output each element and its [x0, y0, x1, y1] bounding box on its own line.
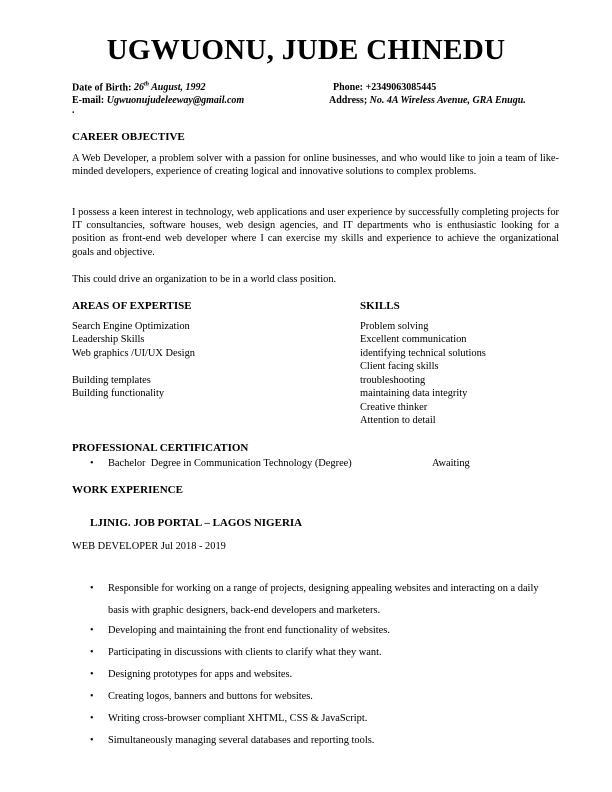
- certification-item: Bachelor Degree in Communication Technology (Degree): [108, 458, 352, 469]
- address-label: Address;: [329, 95, 368, 106]
- objective-paragraph-1: A Web Developer, a problem solver with a passion for online businesses, and who would like to join a team of like-minded developers, experience of creating logical and innovative solutions to complex problems.: [72, 153, 559, 178]
- address: [329, 95, 526, 106]
- bullet-icon: •: [90, 735, 94, 746]
- skill-item: identifying technical solutions: [360, 348, 486, 359]
- skills-heading: SKILLS: [360, 300, 400, 312]
- skill-item: troubleshooting: [360, 375, 426, 386]
- bullet-icon: •: [90, 713, 94, 724]
- certification-status: Awaiting: [432, 458, 470, 469]
- duty-item: Responsible for working on a range of projects, designing appealing websites and interacting on a daily basis with graphic designers, back-end developers and marketers.: [108, 583, 539, 616]
- bullet-icon: •: [90, 583, 94, 594]
- work-experience-heading: WORK EXPERIENCE: [72, 484, 183, 496]
- duty-item: Writing cross-browser compliant XHTML, CSS & JavaScript.: [108, 713, 368, 724]
- expertise-item: Search Engine Optimization: [72, 321, 190, 332]
- duty-item: Participating in discussions with clients to clarify what they want.: [108, 647, 382, 658]
- email: [72, 95, 244, 106]
- resume-name: UGWUONU, JUDE CHINEDU: [106, 34, 506, 66]
- skill-item: Attention to detail: [360, 415, 436, 426]
- skill-item: maintaining data integrity: [360, 388, 468, 399]
- expertise-item: Building templates: [72, 375, 151, 386]
- certification-heading: PROFESSIONAL CERTIFICATION: [72, 442, 249, 454]
- dob-rest: August, 1992: [151, 82, 206, 94]
- expertise-item: Building functionality: [72, 388, 165, 399]
- duty-item: Developing and maintaining the front end functionality of websites.: [108, 625, 390, 636]
- duty-item: Creating logos, banners and buttons for websites.: [108, 691, 313, 702]
- phone-value: +2349063085445: [365, 82, 437, 93]
- job-role: WEB DEVELOPER Jul 2018 - 2019: [72, 541, 226, 552]
- expertise-heading: AREAS OF EXPERTISE: [72, 300, 192, 312]
- skill-item: Problem solving: [360, 321, 429, 332]
- expertise-item: Leadership Skills: [72, 334, 145, 345]
- company-name: LJINIG. JOB PORTAL – LAGOS NIGERIA: [90, 517, 303, 529]
- phone-label: Phone:: [333, 82, 363, 93]
- bullet-icon: •: [90, 625, 94, 636]
- objective-paragraph-3: This could drive an organization to be in a world class position.: [72, 274, 337, 285]
- stray-dot: .: [72, 105, 75, 116]
- skill-item: Creative thinker: [360, 402, 428, 413]
- dob-suffix: th: [143, 82, 149, 88]
- email-label: E-mail:: [72, 95, 105, 106]
- bullet-icon: •: [90, 647, 94, 658]
- dob-day: 26: [133, 82, 144, 94]
- email-value: Ugwuonujudeleeway@gmail.com: [106, 95, 245, 106]
- expertise-item: Web graphics /UI/UX Design: [72, 348, 195, 359]
- duty-item: Simultaneously managing several databases and reporting tools.: [108, 735, 375, 746]
- bullet-icon: •: [90, 669, 94, 680]
- skill-item: Client facing skills: [360, 361, 439, 372]
- career-objective-heading: CAREER OBJECTIVE: [72, 131, 185, 143]
- dob-label: Date of Birth:: [72, 82, 132, 94]
- objective-paragraph-2: I possess a keen interest in technology, web applications and user experience by successfully completing projects for IT consultancies, software houses, web design agencies, and IT departments who is enthusiastic looking for a position as front-end web developer where I can exercise my skills and experience to achieve the organizational goals and objective.: [72, 207, 559, 258]
- skill-item: Excellent communication: [360, 334, 467, 345]
- address-value: No. 4A Wireless Avenue, GRA Enugu.: [369, 95, 526, 106]
- bullet-icon: •: [90, 458, 94, 469]
- date-of-birth: [72, 82, 206, 93]
- duty-item: Designing prototypes for apps and websites.: [108, 669, 293, 680]
- phone: [333, 82, 436, 93]
- bullet-icon: •: [90, 691, 94, 702]
